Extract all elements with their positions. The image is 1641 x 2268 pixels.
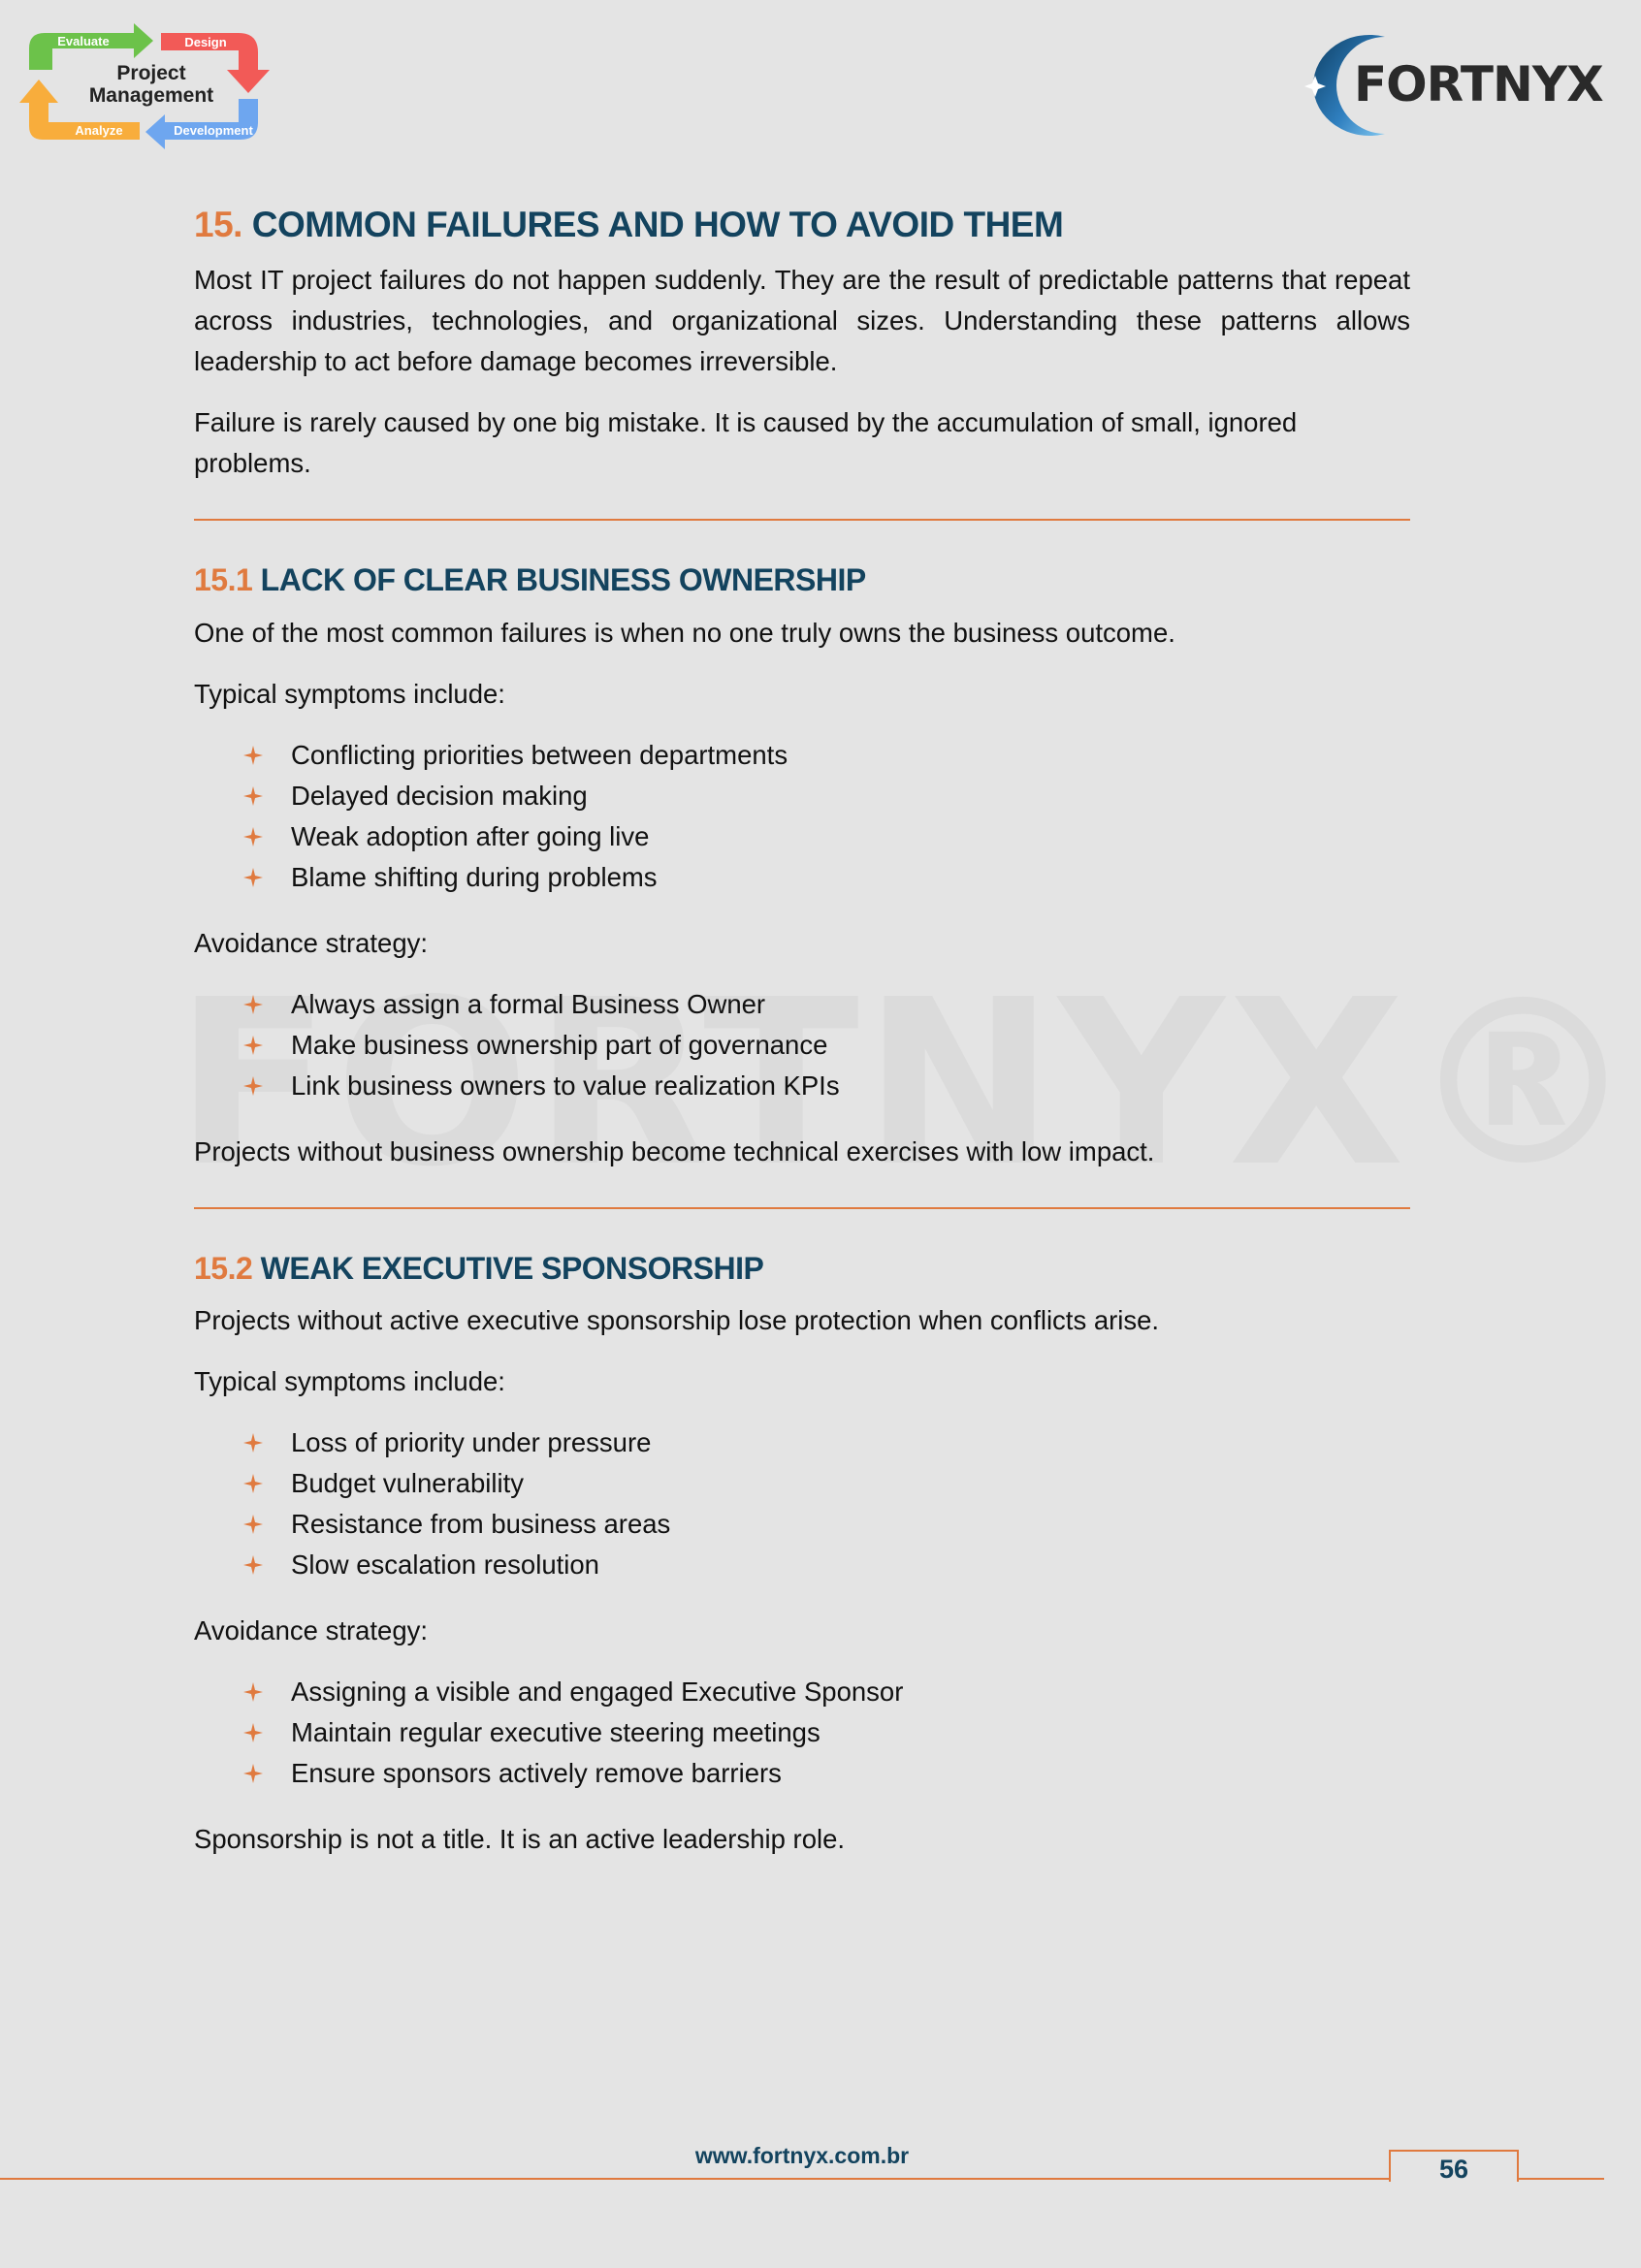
symptoms-list xyxy=(194,1422,1410,1585)
list-item xyxy=(194,735,1410,776)
subsection-title: WEAK EXECUTIVE SPONSORSHIP xyxy=(260,1250,764,1286)
list-item-text: Weak adoption after going live xyxy=(291,820,650,851)
list-item-text: Slow escalation resolution xyxy=(291,1549,599,1581)
four-point-star-icon xyxy=(243,1433,263,1453)
list-item-text: Link business owners to value realization KPIs xyxy=(291,1070,840,1101)
subsection-intro: Projects without active executive sponsorship lose protection when conflicts arise. xyxy=(194,1305,1160,1336)
development-label: Development xyxy=(174,123,253,138)
four-point-star-icon xyxy=(243,868,263,887)
list-item-text: Assigning a visible and engaged Executive Sponsor xyxy=(291,1677,904,1708)
list-item-text: Always assign a formal Business Owner xyxy=(291,988,766,1019)
list-item xyxy=(194,1463,1410,1504)
list-item xyxy=(194,1422,1410,1463)
footer-url[interactable]: www.fortnyx.com.br xyxy=(694,2143,910,2168)
list-item-text: Make business ownership part of governance xyxy=(291,1029,828,1060)
evaluate-label: Evaluate xyxy=(57,34,110,48)
section-number: 15. xyxy=(194,205,242,244)
list-item-text: Budget vulnerability xyxy=(291,1468,525,1499)
four-point-star-icon xyxy=(243,1764,263,1783)
symptoms-list xyxy=(194,735,1410,898)
four-point-star-icon xyxy=(243,1555,263,1575)
subsection-number: 15.2 xyxy=(194,1250,253,1286)
four-point-star-icon xyxy=(243,1036,263,1055)
list-item-text: Ensure sponsors actively remove barriers xyxy=(291,1758,782,1789)
symptoms-label: Typical symptoms include: xyxy=(194,678,505,709)
list-item-text: Resistance from business areas xyxy=(291,1509,671,1540)
four-point-star-icon xyxy=(243,746,263,765)
list-item xyxy=(194,1504,1410,1545)
list-item-text: Delayed decision making xyxy=(291,780,588,811)
list-item xyxy=(194,984,1410,1025)
subsection-heading xyxy=(194,561,1410,598)
subsection-conclusion: Sponsorship is not a title. It is an active leadership role. xyxy=(194,1824,846,1855)
section-title: COMMON FAILURES AND HOW TO AVOID THEM xyxy=(251,205,1064,244)
project-management-logo xyxy=(19,21,286,147)
design-label: Design xyxy=(184,35,227,49)
list-item xyxy=(194,816,1410,857)
four-point-star-icon xyxy=(243,1474,263,1493)
subsection-number: 15.1 xyxy=(194,562,253,598)
fortnyx-logo xyxy=(1290,33,1603,138)
subsection-title: LACK OF CLEAR BUSINESS OWNERSHIP xyxy=(260,562,866,598)
strategy-list xyxy=(194,1672,1410,1794)
list-item xyxy=(194,857,1410,898)
list-item xyxy=(194,776,1410,816)
four-point-star-icon xyxy=(243,1515,263,1534)
footer-rule xyxy=(0,2178,1604,2180)
list-item xyxy=(194,1672,1410,1712)
strategy-label: Avoidance strategy: xyxy=(194,1615,429,1646)
divider xyxy=(194,519,1410,521)
pm-logo-line2: Management xyxy=(88,84,214,107)
subsection-conclusion: Projects without business ownership become technical exercises with low impact. xyxy=(194,1135,1155,1166)
list-item-text: Loss of priority under pressure xyxy=(291,1427,652,1458)
divider xyxy=(194,1207,1410,1209)
list-item xyxy=(194,1753,1410,1794)
four-point-star-icon xyxy=(243,1076,263,1096)
pm-logo-line1: Project xyxy=(116,62,186,84)
four-point-star-icon xyxy=(243,827,263,847)
analyze-label: Analyze xyxy=(75,123,123,138)
list-item xyxy=(194,1545,1410,1585)
list-item-text: Conflicting priorities between departments xyxy=(291,739,788,770)
strategy-list xyxy=(194,984,1410,1106)
symptoms-label: Typical symptoms include: xyxy=(194,1366,505,1397)
four-point-star-icon xyxy=(243,1682,263,1702)
section-intro: Most IT project failures do not happen suddenly. They are the result of predictable patterns that repeat across industries, technologies, and organizational sizes. Understanding these patterns allows leadership to act before damage becomes irreversible. xyxy=(194,265,1410,377)
subsection-heading xyxy=(194,1250,1410,1287)
four-point-star-icon xyxy=(243,995,263,1014)
four-point-star-icon xyxy=(243,1723,263,1742)
section-summary: Failure is rarely caused by one big mistake. It is caused by the accumulation of small, ignored problems. xyxy=(194,407,1298,479)
list-item xyxy=(194,1712,1410,1753)
page-number: 56 xyxy=(1438,2155,1469,2184)
fortnyx-logo-text: FORTNYX xyxy=(1354,56,1603,112)
list-item xyxy=(194,1025,1410,1066)
section-heading xyxy=(194,204,1410,246)
list-item xyxy=(194,1066,1410,1106)
page-content xyxy=(194,194,1410,1880)
list-item-text: Blame shifting during problems xyxy=(291,861,658,892)
subsection-intro: One of the most common failures is when no one truly owns the business outcome. xyxy=(194,617,1175,648)
four-point-star-icon xyxy=(243,786,263,806)
list-item-text: Maintain regular executive steering meetings xyxy=(291,1717,820,1748)
strategy-label: Avoidance strategy: xyxy=(194,927,429,958)
